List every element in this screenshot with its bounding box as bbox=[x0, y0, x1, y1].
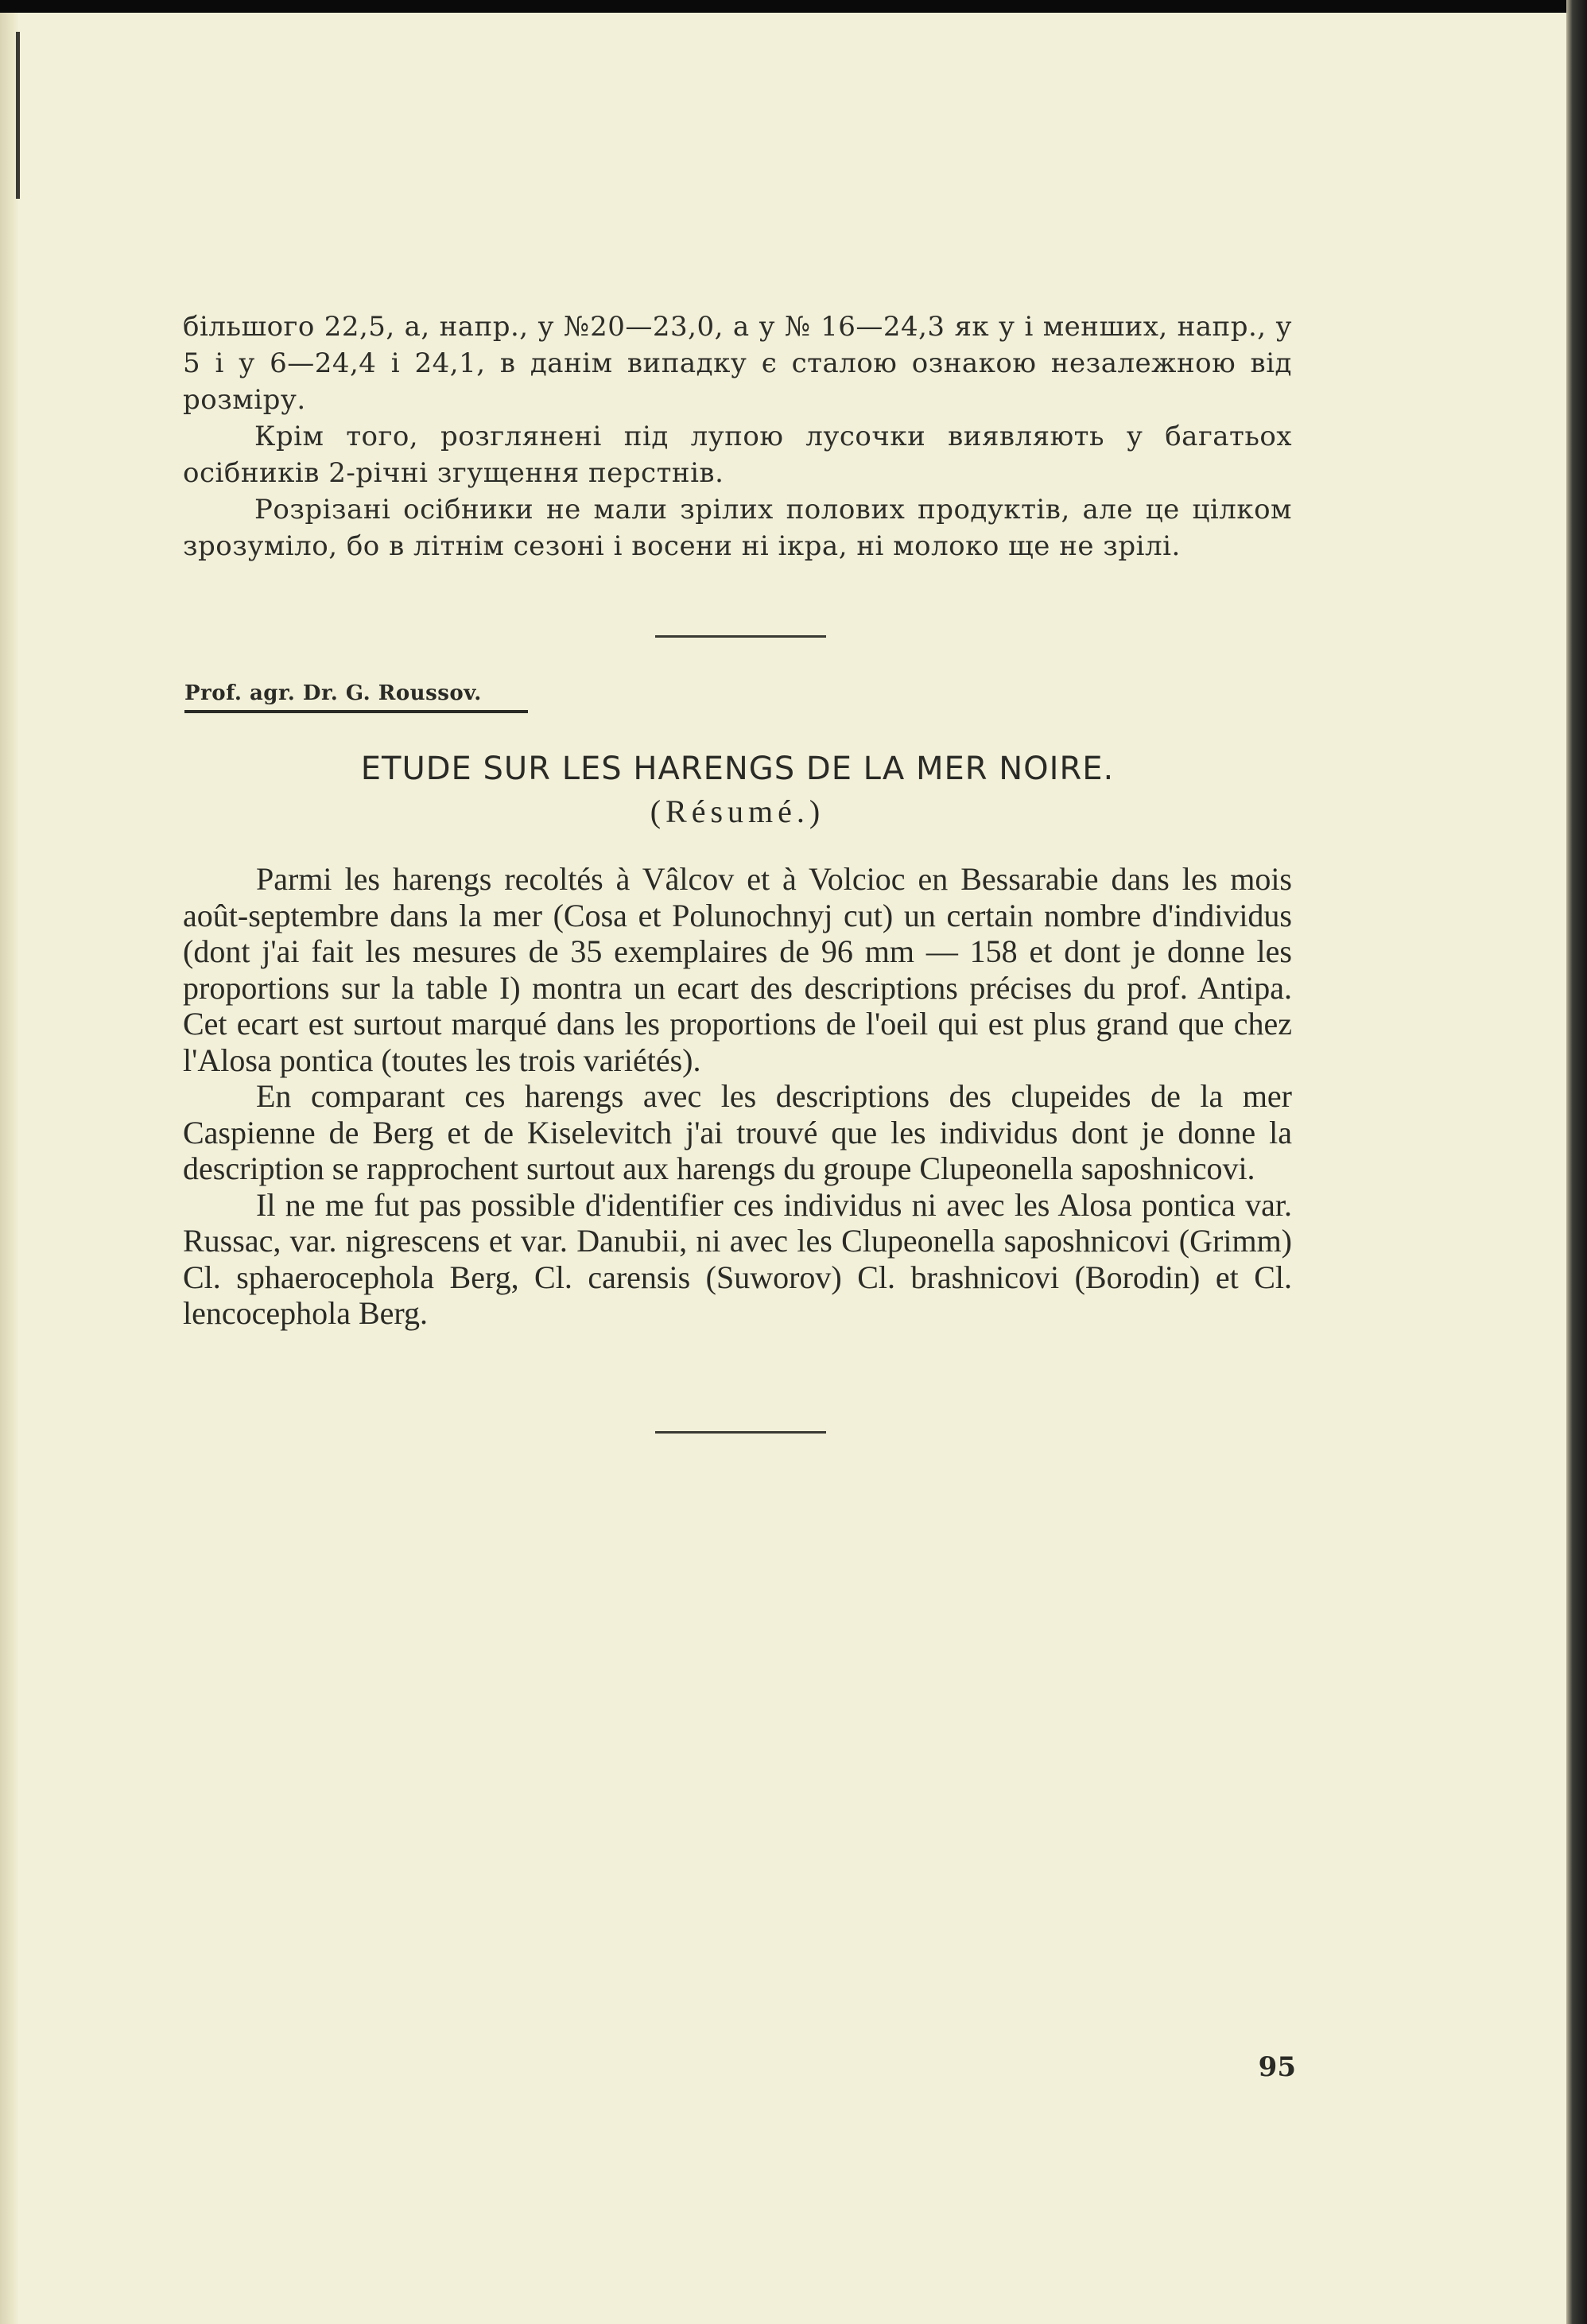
article-subtitle: (Résumé.) bbox=[650, 793, 825, 829]
ukrainian-text-block bbox=[183, 308, 1292, 565]
ukrainian-paragraph: більшого 22,5, а, напр., у №20—23,0, а у № 16—24,3 як у і менших, напр., у 5 і у 6—24,4 і 24,1, в данім випадку є сталою ознакою незалежною від розміру. bbox=[183, 311, 1292, 416]
ukrainian-paragraph: Крім того, розглянені під лупою лусочки виявляють у багатьох осібників 2-річні згущення перстнів. bbox=[183, 421, 1292, 489]
scan-top-border bbox=[0, 0, 1587, 13]
ukrainian-paragraph: Розрізані осібники не мали зрілих полових продуктів, але це цілком зрозуміло, бо в літнім сезоні і восени ні ікра, ні молоко ще не зрілі. bbox=[183, 494, 1292, 562]
article-body bbox=[183, 861, 1292, 1332]
section-separator bbox=[655, 1431, 826, 1434]
article-paragraph: Il ne me fut pas possible d'identifier ces individus ni avec les Alosa pontica var. Russac, var. nigrescens et var. Danubii, ni avec les Clupeonella saposhnicovi (Grimm) Cl. sphaerocephola Berg, Cl. carensis (Suworov) Cl. brashnicovi (Borodin) et Cl. lencocephola Berg. bbox=[183, 1186, 1292, 1331]
scan-binding-edge bbox=[0, 13, 19, 2324]
section-separator bbox=[655, 635, 826, 638]
article-author: Prof. agr. Dr. G. Roussov. bbox=[184, 681, 528, 713]
article-paragraph: En comparant ces harengs avec les descriptions des clupeides de la mer Caspienne de Berg et de Kiselevitch j'ai trouvé que les individus dont je donne la description se rapprochent surtout aux harengs du groupe Clupeonella saposhnicovi. bbox=[183, 1078, 1292, 1186]
article-paragraph: Parmi les harengs recoltés à Vâlcov et à Volcioc en Bessarabie dans les mois août-septembre dans la mer (Cosa et Polunochnyj cut) un certain nombre d'individus (dont j'ai fait les mesures de 35 exemplaires de 96 mm — 158 et dont je donne les proportions sur la table I) montra un ecart des descriptions précises du prof. Antipa. Cet ecart est surtout marqué dans les proportions de l'oeil qui est plus grand que chez l'Alosa pontica (toutes les trois variétés). bbox=[183, 861, 1292, 1078]
binding-mark bbox=[16, 32, 20, 199]
article-title: ETUDE SUR LES HARENGS DE LA MER NOIRE. bbox=[360, 751, 1115, 787]
scan-right-border bbox=[1566, 0, 1587, 2324]
page-number: 95 bbox=[1258, 2051, 1296, 2083]
